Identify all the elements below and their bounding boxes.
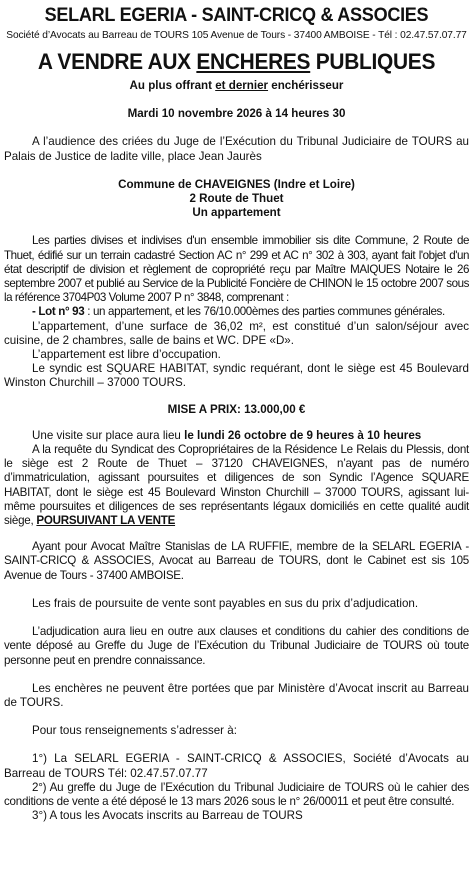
- description-paragraph: Les parties divises et indivises d'un ensemble immobilier sis dite Commune, 2 Route de Thuet, édifié sur un terrain cadastré Section AC n° 299 et AC n° 302 à 303, ayant fait l'objet d'un état descriptif de division et règlement de copropriété reçu par Maître MAIQUES Notaire le 26 septembre 2007 et publié au Service de la Publicité Foncière de CHINON le 15 octobre 2007 sous la référence 3704P03 Volume 2007 P n° 3848, comprenant :: [4, 234, 469, 305]
- visit-paragraph: [4, 429, 469, 443]
- property-type: Un appartement: [192, 206, 281, 220]
- conditions-paragraph: L’adjudication aura lieu en outre aux clauses et conditions du cahier des conditions de vente déposé au Greffe du Juge de l’Exécution du Tribunal Judiciaire de TOURS où toute personne peut en prendre connaissance.: [4, 625, 469, 667]
- contact-item: 1°) La SELARL EGERIA - SAINT-CRICQ & ASSOCIES, Société d’Avocats au Barreau de TOURS Tél: 02.47.57.07.77: [4, 752, 469, 780]
- fees-paragraph: Les frais de poursuite de vente sont payables en sus du prix d’adjudication.: [32, 596, 419, 610]
- apartment-paragraph: L’appartement, d’une surface de 36,02 m², est constitué d’un salon/séjour avec cuisine, de 2 chambres, salle de bains et WC. DPE «D».: [4, 319, 469, 347]
- visit-text: Une visite sur place aura lieu: [32, 428, 185, 442]
- lot-text: : un appartement, et les 76/10.000èmes des parties communes générales.: [84, 305, 445, 319]
- subtitle-part-3: enchérisseur: [268, 79, 344, 92]
- subtitle-part-2: et dernier: [215, 79, 269, 92]
- syndic-paragraph: Le syndic est SQUARE HABITAT, syndic requérant, dont le siège est 45 Boulevard Winston Churchill – 37000 TOURS.: [4, 362, 469, 390]
- occupation-paragraph: L’appartement est libre d’occupation.: [32, 348, 221, 362]
- counsel-paragraph: Ayant pour Avocat Maître Stanislas de LA RUFFIE, membre de la SELARL EGERIA - SAINT-CRICQ & ASSOCIES, Avocat au Barreau de TOURS, dont le Cabinet est sis 105 Avenue de Tours - 37400 AMBOISE.: [4, 540, 469, 582]
- firm-address: Société d’Avocats au Barreau de TOURS 105 Avenue de Tours - 37400 AMBOISE - Tél : 02.47.57.07.77: [6, 30, 467, 41]
- requester-paragraph: [4, 443, 469, 528]
- requester-bold: POURSUIVANT LA VENTE: [36, 514, 176, 528]
- property-commune: Commune de CHAVEIGNES (Indre et Loire): [118, 177, 355, 191]
- lot-line: [4, 305, 469, 319]
- info-intro: Pour tous renseignements s’adresser à:: [32, 724, 237, 738]
- sale-date: Mardi 10 novembre 2026 à 14 heures 30: [127, 107, 346, 121]
- reserve-price: MISE A PRIX: 13.000,00 €: [167, 402, 306, 416]
- lot-label: - Lot n° 93: [32, 305, 85, 319]
- page-title: [16, 48, 458, 75]
- property-address: 2 Route de Thuet: [189, 192, 284, 206]
- title-part-1: A VENDRE AUX: [37, 49, 197, 74]
- title-part-3: PUBLIQUES: [310, 49, 436, 74]
- requester-text: A la requête du Syndicat des Copropriétaires de la Résidence Le Relais du Plessis, dont le siège est 2 Route de Thuet – 37120 CHAVEIGNES, n’ayant pas de numéro d’immatriculation, agissant poursuites et diligences de son Syndic l’Agence SQUARE HABITAT, dont le siège est 45 Boulevard Winston Churchill – 37000 TOURS, agissant lui-même poursuites et diligences de ses représentants légaux domiciliés en cette qualité audit siège,: [4, 443, 469, 528]
- subtitle-part-1: Au plus offrant: [129, 79, 216, 92]
- firm-name: SELARL EGERIA - SAINT-CRICQ & ASSOCIES: [44, 5, 429, 26]
- subtitle: [4, 79, 469, 93]
- bids-paragraph: Les enchères ne peuvent être portées que par Ministère d’Avocat inscrit au Barreau de TOURS.: [4, 681, 469, 709]
- contact-item: 2°) Au greffe du Juge de l’Exécution du Tribunal Judiciaire de TOURS où le cahier des conditions de vente a été déposé le 13 mars 2026 sous le n° 26/00011 et peut être consulté.: [4, 780, 469, 808]
- title-part-2: ENCHERES: [196, 49, 311, 74]
- audience-paragraph: A l’audience des criées du Juge de l’Exécution du Tribunal Judiciaire de TOURS au Palais de Justice de ladite ville, place Jean Jaurès: [4, 135, 469, 163]
- contact-item: 3°) A tous les Avocats inscrits au Barreau de TOURS: [32, 809, 303, 823]
- visit-date: le lundi 26 octobre de 9 heures à 10 heures: [184, 428, 422, 442]
